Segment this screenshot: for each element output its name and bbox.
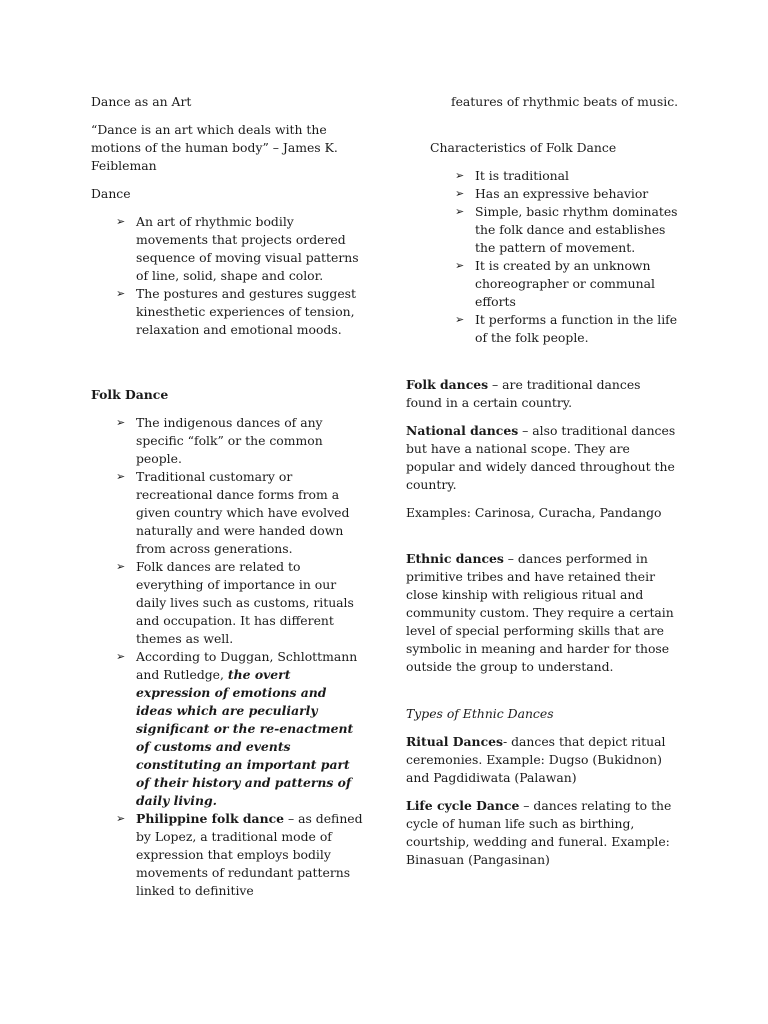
- arrow-bullet-icon: ➢: [455, 205, 465, 218]
- arrow-bullet-icon: ➢: [116, 416, 126, 429]
- life-cycle-dance-term: Life cycle Dance: [406, 798, 520, 813]
- arrow-bullet-icon: ➢: [455, 187, 465, 200]
- dance-list: [116, 213, 364, 339]
- document-title: Dance as an Art: [91, 94, 192, 109]
- list-item: ➢ The postures and gestures suggest kinesthetic experiences of tension, relaxation and emotional moods.: [116, 286, 357, 337]
- list-item: ➢ Traditional customary or recreational dance forms from a given country which have evolved naturally and were handed down from across generations.: [116, 469, 350, 556]
- examples-text: Examples: Carinosa, Curacha, Pandango: [406, 505, 662, 520]
- national-dances-term: National dances: [406, 423, 519, 438]
- arrow-bullet-icon: ➢: [116, 287, 126, 300]
- list-item: ➢ An art of rhythmic bodily movements that projects ordered sequence of moving visual patterns of line, solid, shape and color.: [116, 214, 359, 283]
- arrow-bullet-icon: ➢: [116, 215, 126, 228]
- ritual-dances-term: Ritual Dances: [406, 734, 503, 749]
- folk-dances-term: Folk dances: [406, 377, 489, 392]
- list-item: ➢ It is traditional: [455, 168, 569, 183]
- list-item: ➢ Has an expressive behavior: [455, 186, 649, 201]
- philippine-folk-dance-term: Philippine folk dance: [136, 811, 285, 826]
- arrow-bullet-icon: ➢: [116, 560, 126, 573]
- list-item: ➢ Folk dances are related to everything of importance in our daily lives such as customs, rituals and occupation. It has different themes as well.: [116, 559, 354, 646]
- ritual-dances-definition: Ritual Dances- dances that depict ritual ceremonies. Example: Dugso (Bukidnon) and Pagdidiwata (Palawan): [406, 734, 666, 785]
- continuation-text: features of rhythmic beats of music.: [451, 94, 679, 109]
- arrow-bullet-icon: ➢: [455, 313, 465, 326]
- list-item: ➢ Simple, basic rhythm dominates the folk dance and establishes the pattern of movement.: [455, 204, 678, 255]
- quote-paragraph: “Dance is an art which deals with the motions of the human body” – James K. Feibleman: [91, 122, 338, 173]
- folk-dance-heading: Folk Dance: [91, 387, 169, 402]
- arrow-bullet-icon: ➢: [116, 812, 126, 825]
- characteristics-heading: Characteristics of Folk Dance: [430, 140, 617, 155]
- list-item: ➢ According to Duggan, Schlottmann and Rutledge, the overt expression of emotions and ideas which are peculiarly significant or the re-enactment of customs and events constituting an important part of their history and patterns of daily living.: [116, 649, 358, 808]
- list-item: ➢ Philippine folk dance – as defined by Lopez, a traditional mode of expression that employs bodily movements of redundant patterns linked to definitive: [116, 811, 363, 898]
- national-dances-definition: National dances – also traditional dances but have a national scope. They are popular and widely danced throughout the country.: [406, 423, 676, 492]
- list-item: ➢ It performs a function in the life of the folk people.: [455, 312, 678, 345]
- dance-heading: Dance: [91, 186, 131, 201]
- ethnic-dances-definition: Ethnic dances – dances performed in primitive tribes and have retained their close kinship with religious ritual and community custom. They require a certain level of special performing skills that are symbolic in meaning and harder for those outside the group to understand.: [406, 551, 674, 674]
- types-heading: Types of Ethnic Dances: [406, 706, 554, 721]
- characteristics-list: [455, 167, 685, 347]
- arrow-bullet-icon: ➢: [455, 169, 465, 182]
- list-item: ➢ It is created by an unknown choreographer or communal efforts: [455, 258, 655, 309]
- arrow-bullet-icon: ➢: [116, 470, 126, 483]
- duggan-definition: the overt expression of emotions and ideas which are peculiarly significant or the re-enactment of customs and events constituting an important part of their history and patterns of daily living.: [136, 667, 354, 808]
- folk-dance-list: [116, 414, 364, 900]
- folk-dances-definition: Folk dances – are traditional dances found in a certain country.: [406, 377, 641, 410]
- life-cycle-dance-definition: Life cycle Dance – dances relating to the cycle of human life such as birthing, courtship, wedding and funeral. Example: Binasuan (Pangasinan): [406, 798, 672, 867]
- list-item: ➢ The indigenous dances of any specific “folk” or the common people.: [116, 415, 323, 466]
- ethnic-dances-term: Ethnic dances: [406, 551, 504, 566]
- arrow-bullet-icon: ➢: [116, 650, 126, 663]
- arrow-bullet-icon: ➢: [455, 259, 465, 272]
